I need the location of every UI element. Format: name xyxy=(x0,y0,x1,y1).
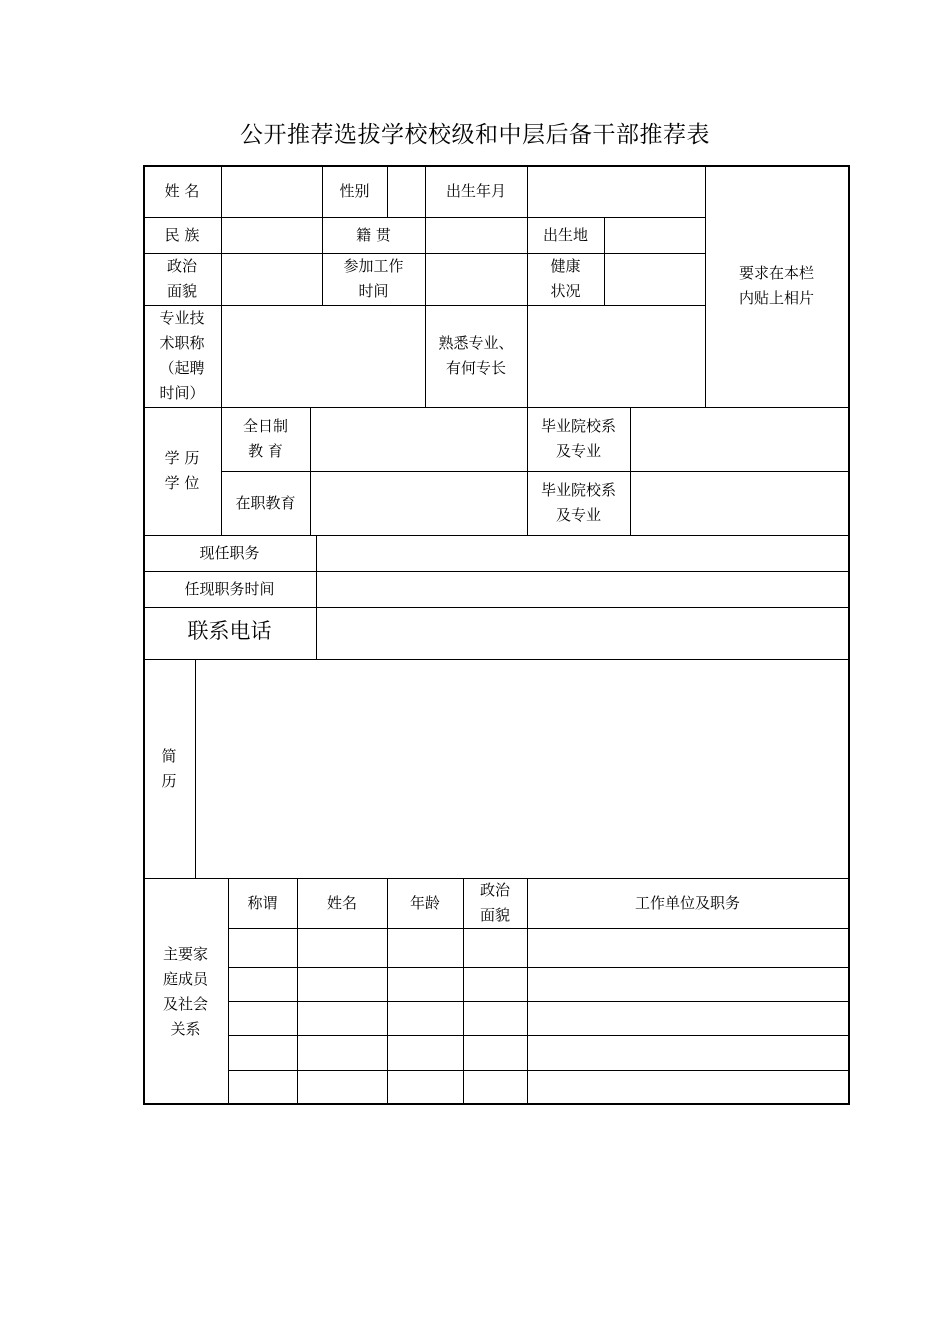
line-h xyxy=(228,1070,850,1071)
label-phone: 联系电话 xyxy=(187,618,272,643)
line-h xyxy=(143,305,705,306)
label-gender: 性别 xyxy=(339,181,370,200)
label-native-place: 籍 贯 xyxy=(356,225,391,244)
line-v xyxy=(310,407,311,535)
label-title-rank: 专业技 术职称 （起聘 时间） xyxy=(159,309,205,402)
family-header-politics: 政治 面貌 xyxy=(479,881,510,924)
label-fulltime-school: 毕业院校系 及专业 xyxy=(540,417,616,460)
label-current-post: 现任职务 xyxy=(199,543,260,562)
line-v xyxy=(630,407,631,535)
label-health: 健康 状况 xyxy=(550,257,581,300)
recommendation-form xyxy=(143,165,850,1105)
border-bottom xyxy=(143,1103,850,1105)
label-fulltime: 全日制 教 育 xyxy=(242,417,288,460)
label-ethnicity: 民 族 xyxy=(164,225,200,244)
line-h xyxy=(228,1001,850,1002)
family-header-work: 工作单位及职务 xyxy=(634,893,740,912)
line-h xyxy=(228,928,850,929)
family-header-relation: 称谓 xyxy=(247,893,278,912)
label-specialty: 熟悉专业、 有何专长 xyxy=(438,334,514,377)
label-inservice-school: 毕业院校系 及专业 xyxy=(540,481,616,524)
line-v xyxy=(604,217,605,305)
line-h xyxy=(228,1035,850,1036)
family-header-age: 年龄 xyxy=(409,893,440,912)
line-v xyxy=(387,165,388,217)
line-v xyxy=(195,659,196,878)
label-education: 学 历 学 位 xyxy=(164,449,200,492)
label-politics: 政治 面貌 xyxy=(166,257,197,300)
label-inservice: 在职教育 xyxy=(235,493,296,512)
family-header-name: 姓名 xyxy=(326,893,357,912)
label-birth: 出生年月 xyxy=(445,181,506,200)
line-v xyxy=(316,535,317,659)
label-name: 姓 名 xyxy=(164,181,200,200)
label-post-time: 任现职务时间 xyxy=(184,579,275,598)
label-resume: 简 历 xyxy=(161,746,177,790)
page-title: 公开推荐选拔学校校级和中层后备干部推荐表 xyxy=(240,122,710,148)
border-right xyxy=(848,165,850,1105)
line-h xyxy=(228,967,850,968)
label-family: 主要家 庭成员 及社会 关系 xyxy=(162,944,208,1038)
line-h xyxy=(143,659,850,660)
photo-box: 要求在本栏 内贴上相片 xyxy=(738,264,814,307)
label-work-start: 参加工作 时间 xyxy=(343,257,404,300)
label-birthplace: 出生地 xyxy=(542,225,588,244)
